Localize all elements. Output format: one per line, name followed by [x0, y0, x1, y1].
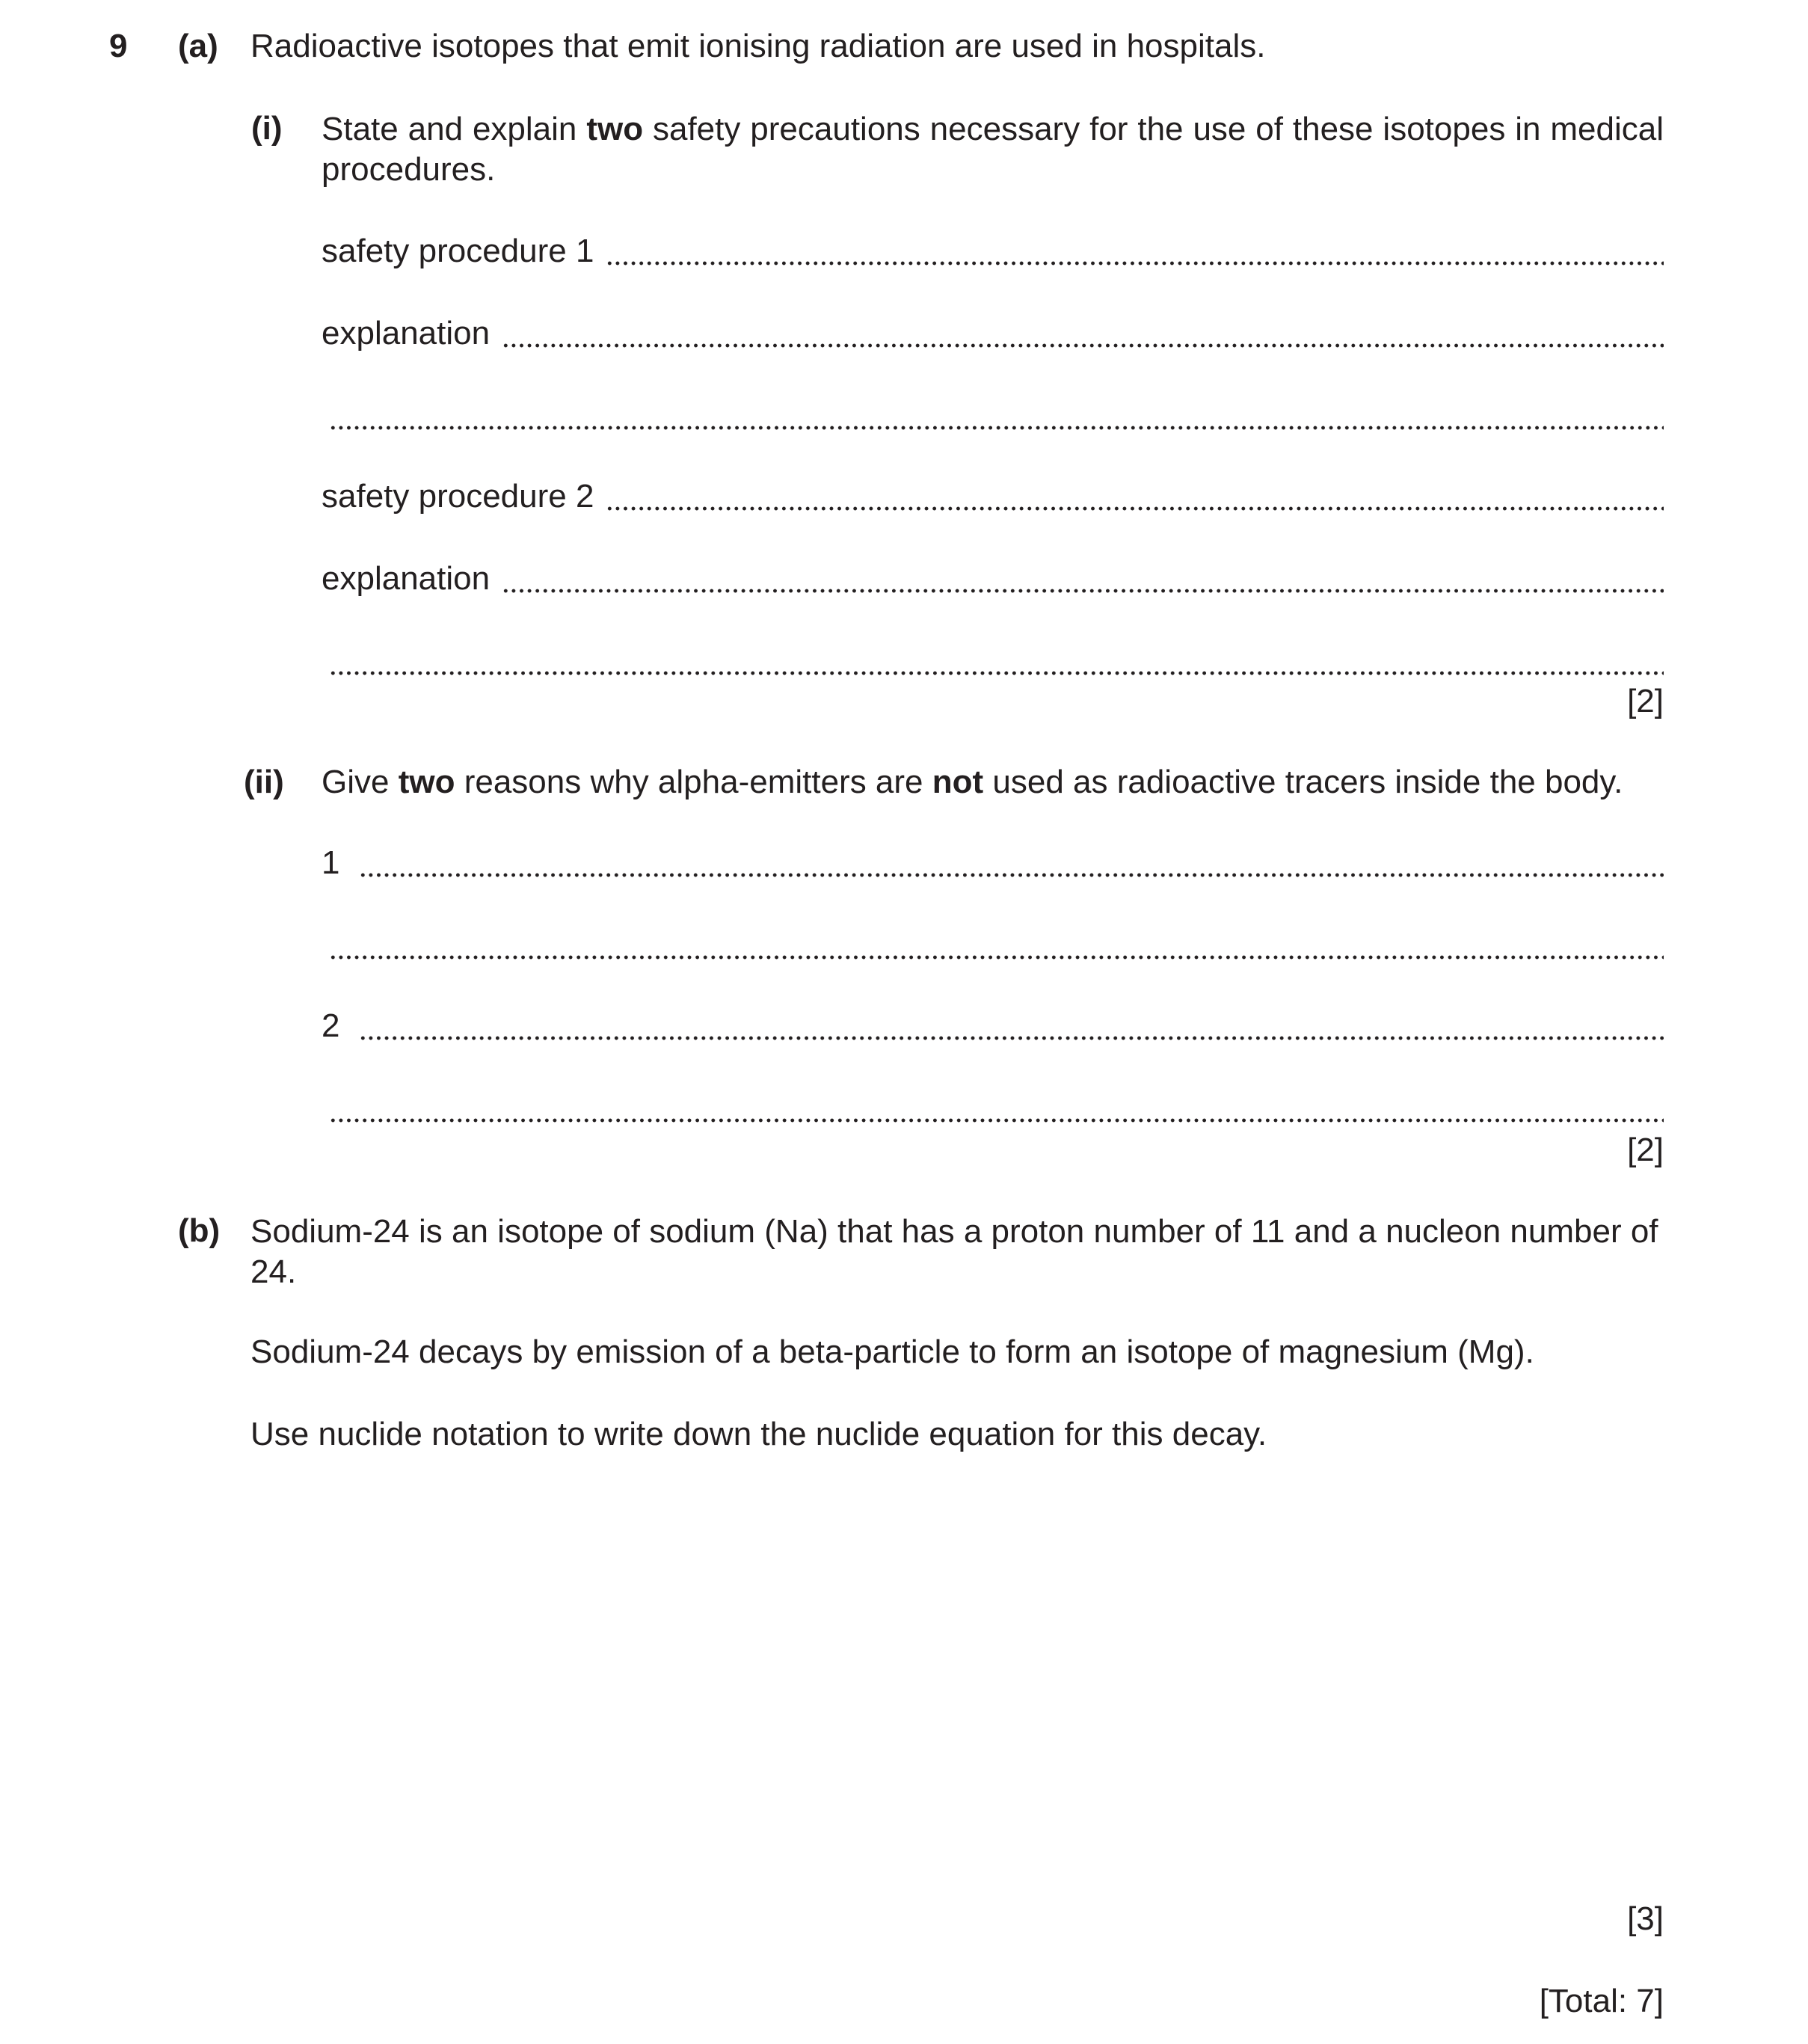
question-number: 9	[109, 28, 128, 64]
answer-dots[interactable]	[329, 1089, 1664, 1128]
part-a-ii-text-bold2: not	[932, 764, 984, 800]
reason-2-continuation-line[interactable]	[322, 1089, 1664, 1128]
part-a-i-text-bold: two	[586, 111, 644, 147]
safety-procedure-1-line[interactable]	[322, 232, 1664, 271]
part-a-ii-label: (ii)	[244, 764, 284, 800]
part-a-label: (a)	[178, 28, 218, 64]
part-a-ii-text-mid: reasons why alpha-emitters are	[455, 764, 932, 800]
explanation-1-label: explanation	[322, 315, 491, 352]
part-a-i-question	[322, 109, 1664, 190]
part-b-para2: Sodium-24 decays by emission of a beta-particle to form an isotope of magnesium (Mg).	[250, 1333, 1534, 1370]
part-a-ii-question	[322, 763, 1623, 802]
reason-1-continuation-line[interactable]	[322, 926, 1664, 965]
answer-dots[interactable]	[359, 844, 1664, 883]
part-b-para1: Sodium-24 is an isotope of sodium (Na) that has a proton number of 11 and a nucleon number of 24.	[250, 1213, 1658, 1290]
answer-dots[interactable]	[359, 1007, 1664, 1046]
answer-dots[interactable]	[329, 926, 1664, 965]
answer-dots[interactable]	[502, 559, 1664, 598]
explanation-2-label: explanation	[322, 560, 491, 597]
question-total-marks: [Total: 7]	[1539, 1983, 1664, 2019]
safety-procedure-2-line[interactable]	[322, 477, 1664, 516]
part-a-i-text-post: safety precautions necessary for the use of these isotopes in medical procedures.	[322, 111, 1664, 188]
explanation-2-continuation-line[interactable]	[322, 642, 1664, 681]
part-a-ii-marks: [2]	[1627, 1132, 1664, 1168]
explanation-2-line[interactable]	[322, 559, 1664, 598]
part-a-i-text-pre: State and explain	[322, 111, 587, 147]
part-b-marks: [3]	[1627, 1900, 1664, 1937]
explanation-1-continuation-line[interactable]	[322, 396, 1664, 435]
part-a-i-label: (i)	[251, 110, 283, 147]
part-a-ii-text-pre: Give	[322, 764, 399, 800]
reason-2-number: 2	[322, 1007, 340, 1044]
answer-dots[interactable]	[329, 642, 1664, 681]
reason-1-line[interactable]	[322, 844, 1664, 883]
answer-dots[interactable]	[329, 396, 1664, 435]
reason-1-number: 1	[322, 844, 340, 881]
safety-procedure-1-label: safety procedure 1	[322, 233, 594, 269]
part-a-ii-text-bold1: two	[398, 764, 455, 800]
safety-procedure-2-label: safety procedure 2	[322, 478, 594, 515]
part-b-label: (b)	[178, 1212, 221, 1249]
answer-dots[interactable]	[502, 314, 1664, 353]
explanation-1-line[interactable]	[322, 314, 1664, 353]
reason-2-line[interactable]	[322, 1007, 1664, 1046]
nuclide-equation-answer-space[interactable]	[250, 1488, 1664, 1877]
answer-dots[interactable]	[606, 477, 1664, 516]
part-a-ii-text-post: used as radioactive tracers inside the body.	[983, 764, 1623, 800]
part-b-para3: Use nuclide notation to write down the nuclide equation for this decay.	[250, 1416, 1267, 1452]
part-a-stem: Radioactive isotopes that emit ionising radiation are used in hospitals.	[250, 28, 1266, 64]
part-a-i-marks: [2]	[1627, 683, 1664, 719]
answer-dots[interactable]	[606, 232, 1664, 271]
